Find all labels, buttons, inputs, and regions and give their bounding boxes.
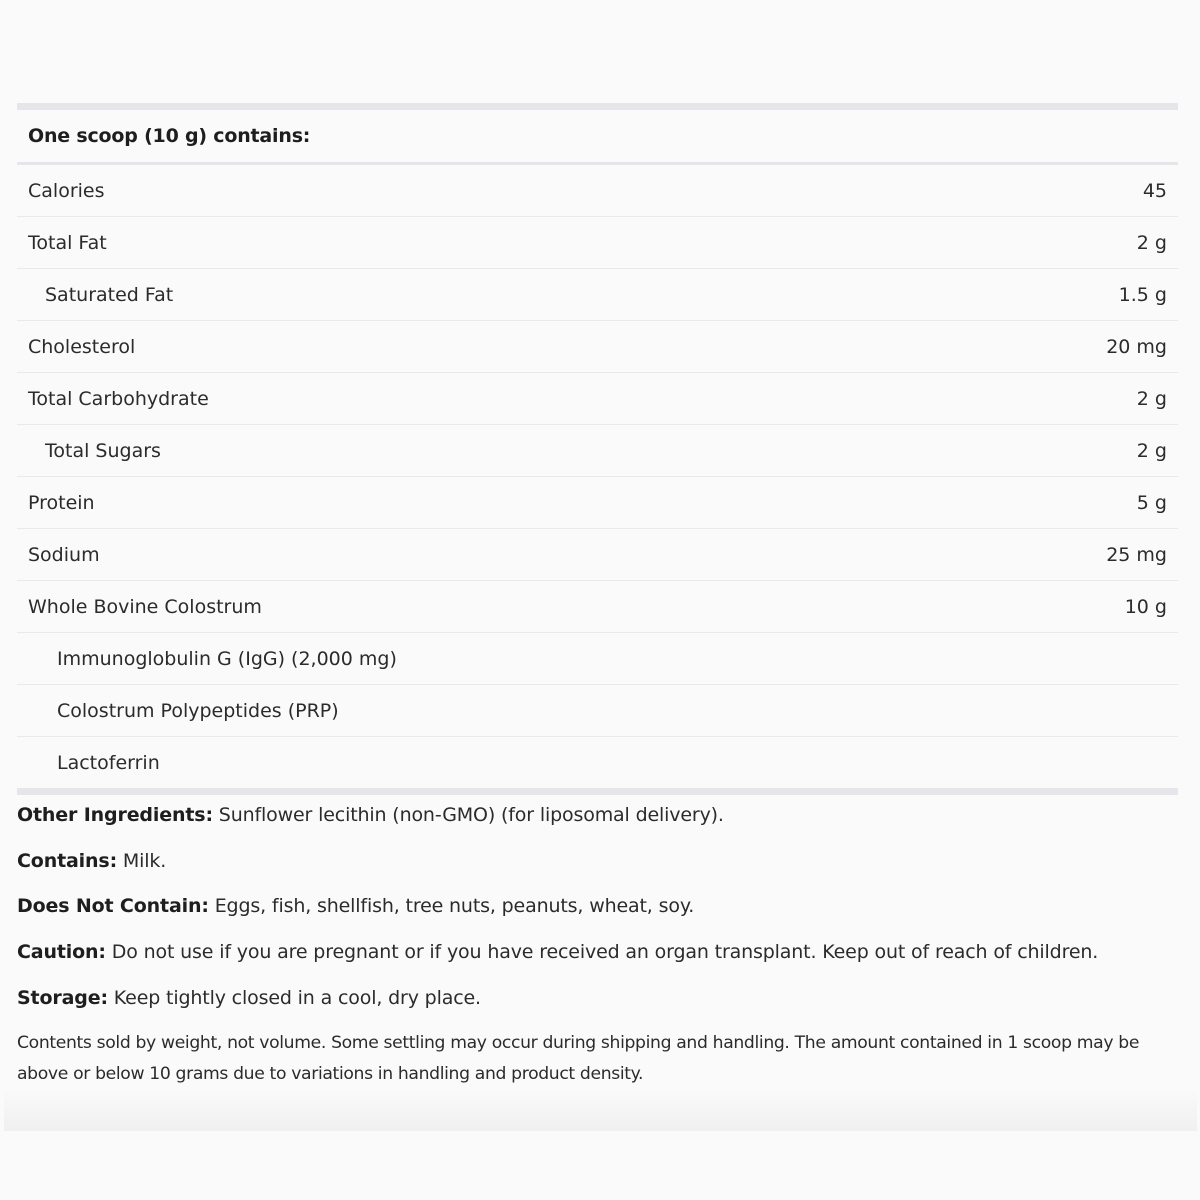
row-label: Total Carbohydrate	[28, 387, 209, 410]
row-label: Sodium	[28, 543, 100, 566]
facts-row-immunoglobulin-g	[17, 633, 1178, 685]
note-text: Keep tightly closed in a cool, dry place.	[107, 986, 481, 1009]
facts-row-total-sugars	[17, 425, 1178, 477]
supplement-facts-table	[17, 103, 1178, 795]
row-value: 10 g	[1124, 595, 1167, 618]
row-label: Protein	[28, 491, 95, 514]
row-label: Colostrum Polypeptides (PRP)	[57, 699, 339, 722]
facts-row-whole-bovine-colostrum	[17, 581, 1178, 633]
row-label: Total Fat	[28, 231, 107, 254]
note-text: Eggs, fish, shellfish, tree nuts, peanuts, wheat, soy.	[208, 895, 695, 918]
facts-row-cholesterol	[17, 321, 1178, 373]
facts-row-total-fat	[17, 217, 1178, 269]
note-does-not-contain	[17, 889, 1182, 935]
facts-row-protein	[17, 477, 1178, 529]
bottom-shadow-band	[4, 1088, 1197, 1131]
row-label: Total Sugars	[45, 439, 161, 462]
note-key: Contains:	[17, 849, 118, 872]
row-label: Cholesterol	[28, 335, 136, 358]
note-text: Do not use if you are pregnant or if you have received an organ transplant. Keep out of reach of children.	[105, 941, 1099, 964]
facts-row-lactoferrin	[17, 737, 1178, 795]
row-label: Calories	[28, 179, 105, 202]
facts-row-sodium	[17, 529, 1178, 581]
note-key: Caution:	[17, 941, 106, 964]
note-storage	[17, 981, 1182, 1027]
row-value: 45	[1142, 179, 1167, 202]
row-label: Saturated Fat	[45, 283, 174, 306]
note-key: Does Not Contain:	[17, 895, 209, 918]
row-value: 20 mg	[1106, 335, 1167, 358]
facts-row-total-carbohydrate	[17, 373, 1178, 425]
row-value: 25 mg	[1106, 543, 1167, 566]
facts-row-saturated-fat	[17, 269, 1178, 321]
note-contains	[17, 844, 1182, 890]
row-value: 2 g	[1136, 231, 1167, 254]
facts-row-calories	[17, 165, 1178, 217]
weight-disclaimer: Contents sold by weight, not volume. Some settling may occur during shipping and handling. The amount contained in 1 scoop may be above or below 10 grams due to variations in handling and product density.	[17, 1033, 1140, 1085]
product-notes	[17, 798, 1182, 1090]
note-text: Milk.	[117, 849, 167, 872]
serving-size-header: One scoop (10 g) contains:	[17, 110, 1178, 165]
note-other-ingredients	[17, 798, 1182, 844]
facts-row-colostrum-polypeptides	[17, 685, 1178, 737]
row-value: 2 g	[1136, 387, 1167, 410]
note-caution	[17, 935, 1182, 981]
row-label: Whole Bovine Colostrum	[28, 595, 262, 618]
row-label: Immunoglobulin G (IgG) (2,000 mg)	[57, 647, 397, 670]
row-value: 1.5 g	[1118, 283, 1167, 306]
note-key: Storage:	[17, 986, 108, 1009]
row-value: 5 g	[1136, 491, 1167, 514]
note-text: Sunflower lecithin (non-GMO) (for liposomal delivery).	[212, 804, 724, 826]
note-key: Other Ingredients:	[17, 804, 213, 826]
row-value: 2 g	[1136, 439, 1167, 462]
row-label: Lactoferrin	[57, 751, 160, 774]
